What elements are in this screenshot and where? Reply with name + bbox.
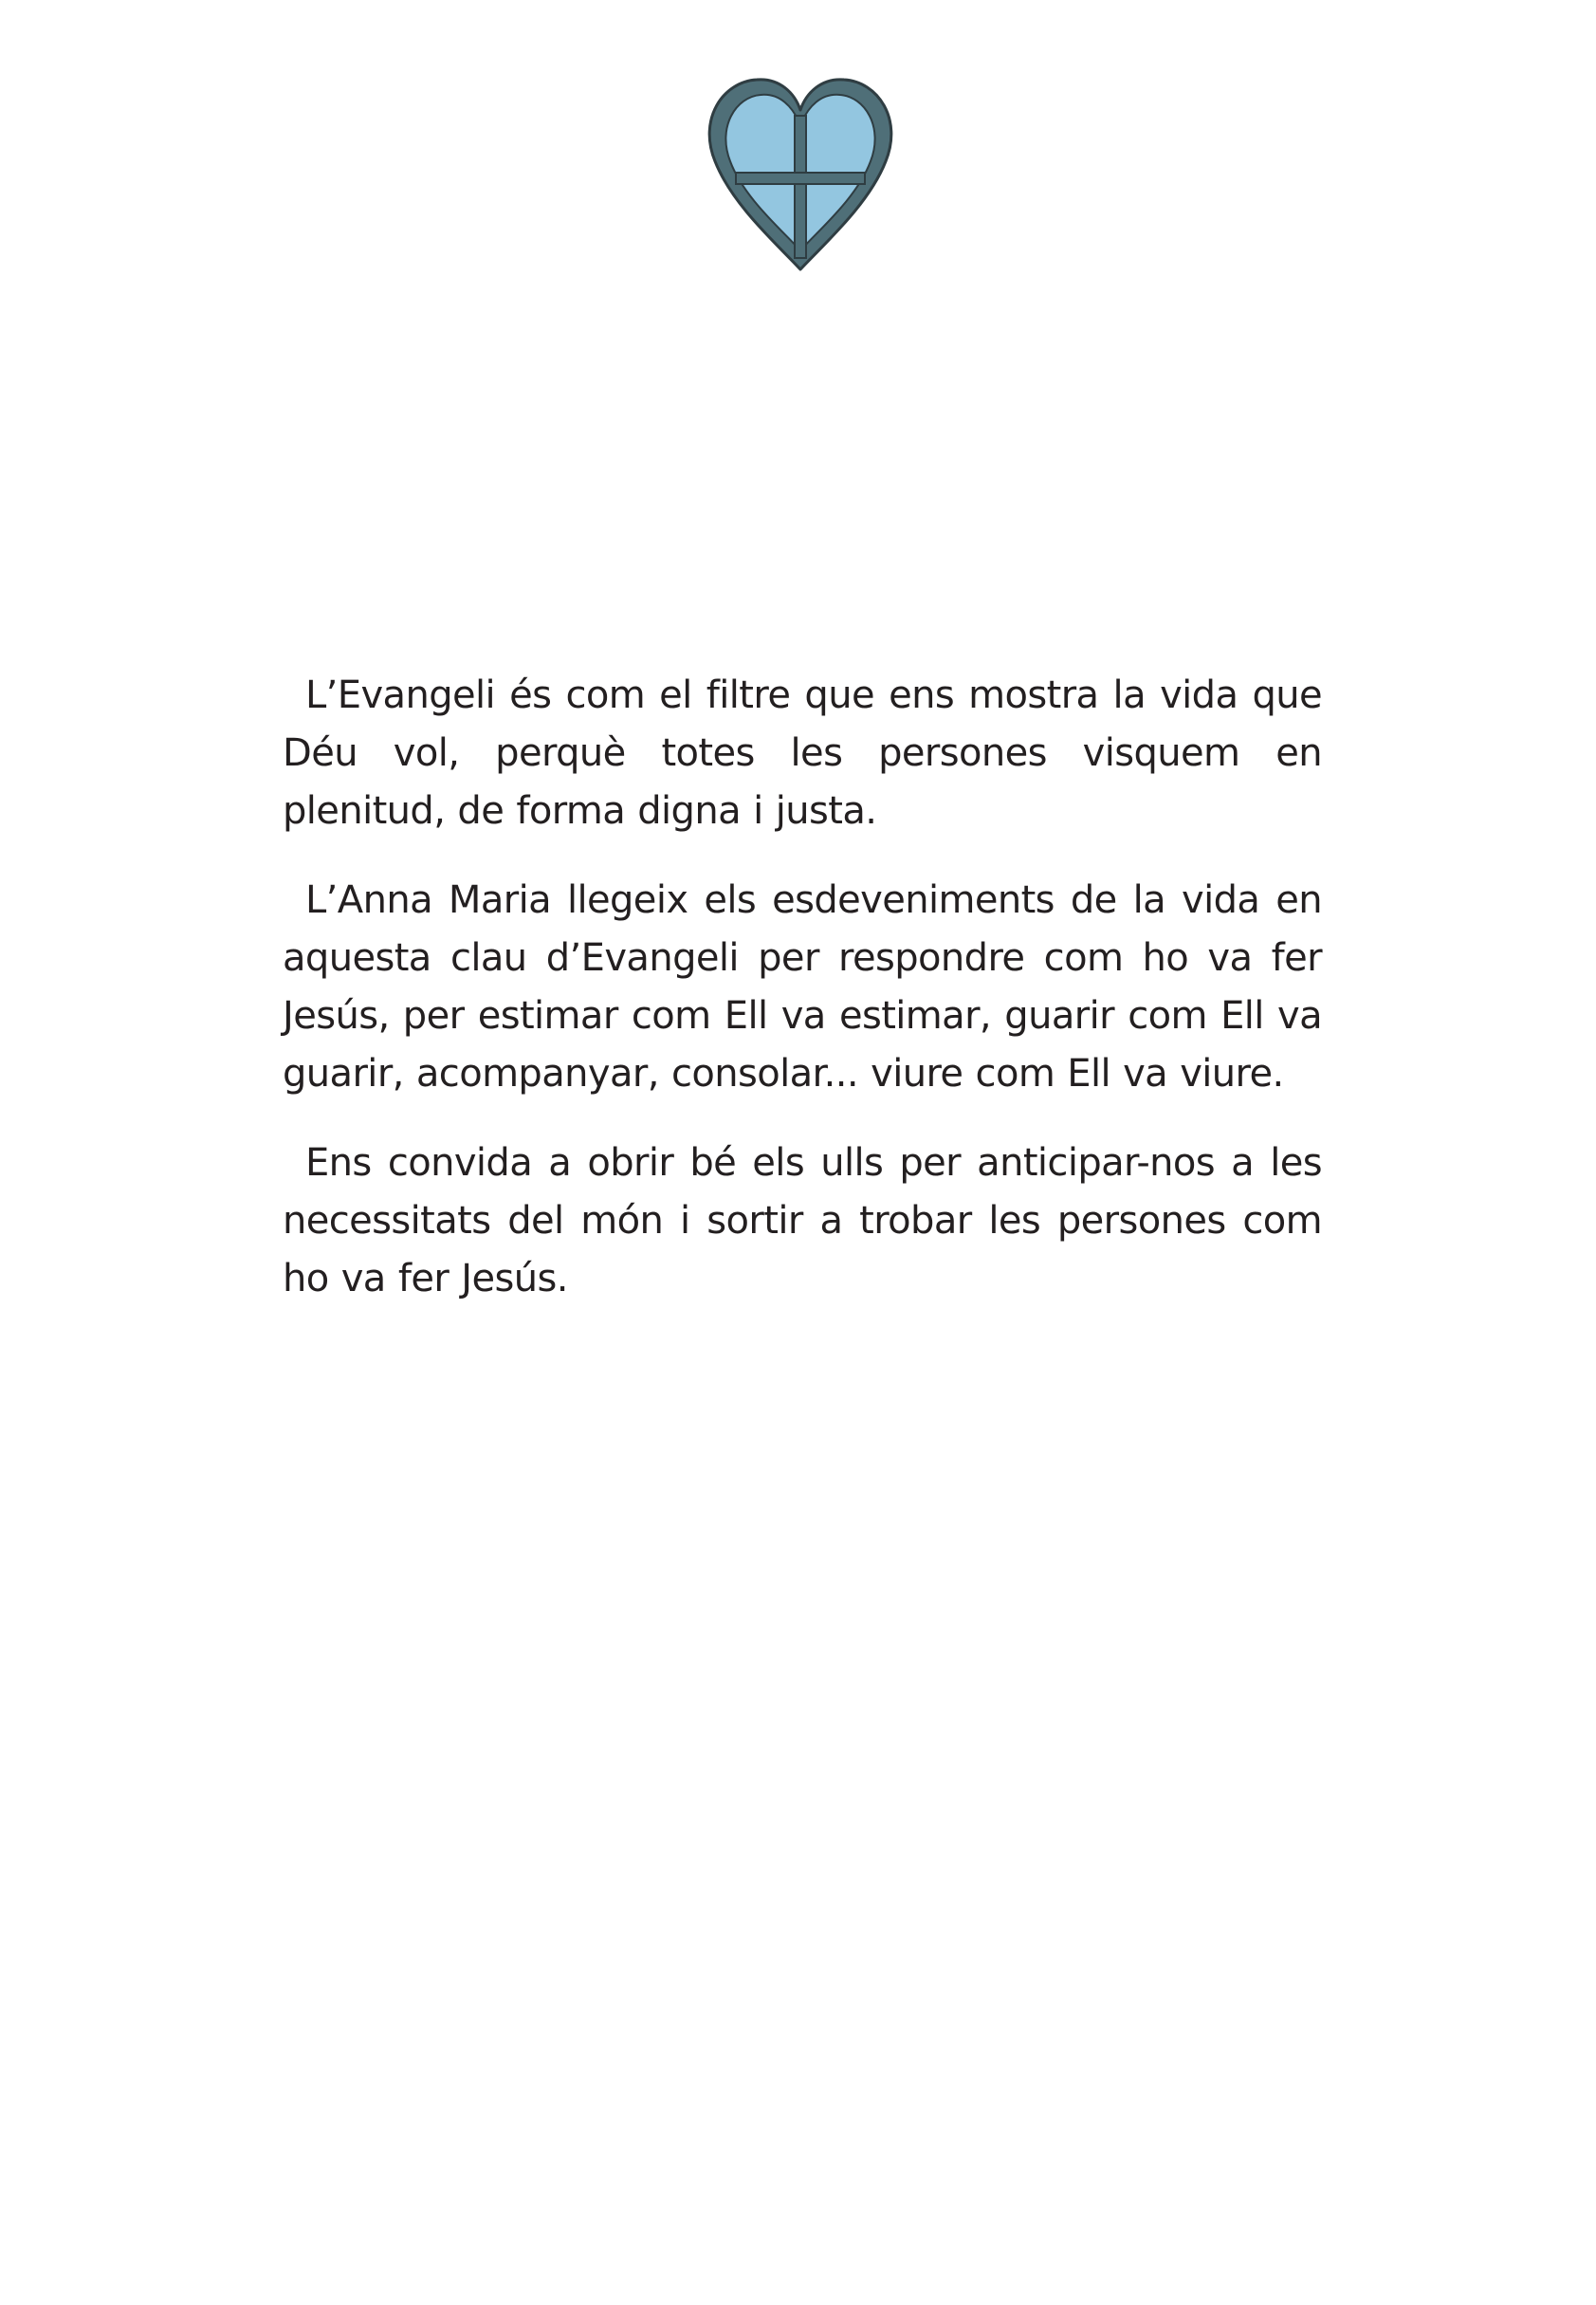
body-text xyxy=(283,667,1322,1339)
paragraph-2: L’Anna Maria llegeix els esdeveniments de la vida en aquesta clau d’Evangeli per respondre com ho va fer Jesús, per estimar com Ell va estimar, guarir com Ell va guarir, acompanyar, consolar... viure com Ell va viure. xyxy=(283,878,1322,1096)
paragraph-1: L’Evangeli és com el filtre que ens mostra la vida que Déu vol, perquè totes les persones visquem en plenitud, de forma digna i justa. xyxy=(283,673,1322,833)
paragraph-3: Ens convida a obrir bé els ulls per anticipar-nos a les necessitats del món i sortir a trobar les persones com ho va fer Jesús. xyxy=(283,1141,1322,1300)
heart-window-icon xyxy=(704,74,897,275)
window-vertical-bar xyxy=(795,116,806,258)
window-horizontal-bar xyxy=(736,173,865,184)
